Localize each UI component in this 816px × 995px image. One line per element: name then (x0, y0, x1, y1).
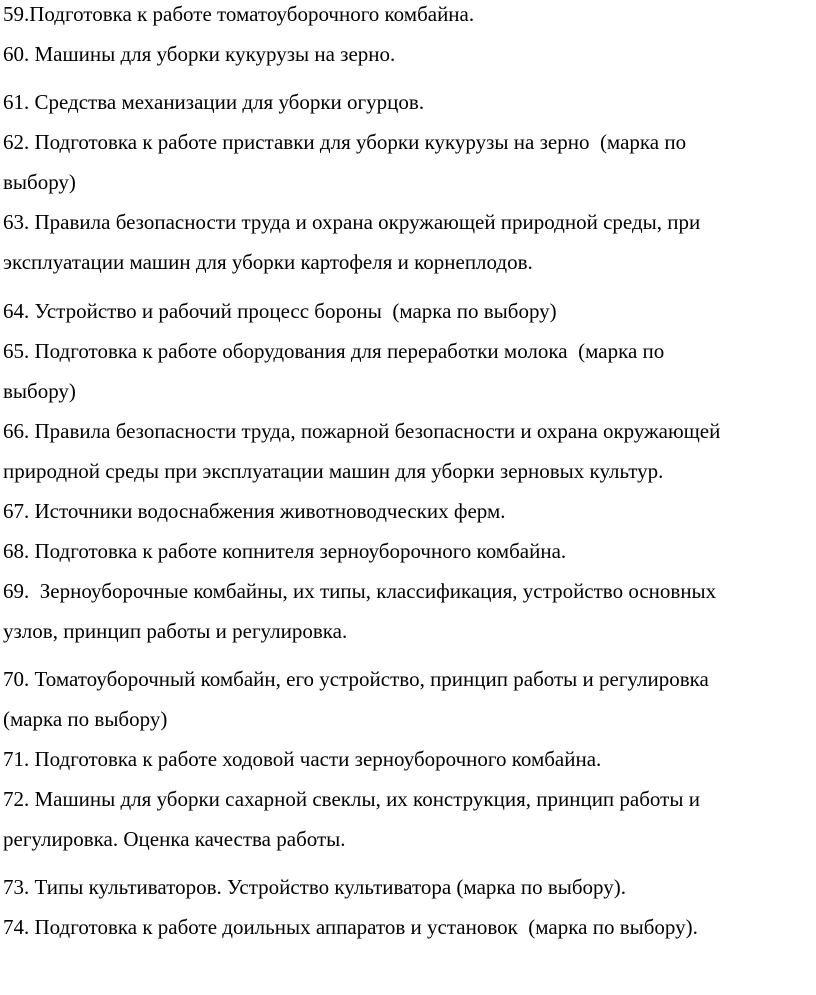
item-62-line-1: 62. Подготовка к работе приставки для уборки кукурузы на зерно (марка по (3, 130, 687, 154)
item-59-line-1: 59.Подготовка к работе томатоуборочного комбайна. (3, 2, 475, 26)
item-65-line-2: выбору) (3, 379, 76, 403)
item-70-line-2: (марка по выбору) (3, 707, 168, 731)
item-60-line-1: 60. Машины для уборки кукурузы на зерно. (3, 42, 396, 66)
item-71-line-1: 71. Подготовка к работе ходовой части зерноуборочного комбайна. (3, 747, 602, 771)
item-73-line-1: 73. Типы культиваторов. Устройство культиватора (марка по выбору). (3, 875, 627, 899)
item-66-line-2: природной среды при эксплуатации машин для уборки зерновых культур. (3, 459, 664, 483)
item-72-line-1: 72. Машины для уборки сахарной свеклы, их конструкция, принцип работы и (3, 787, 700, 811)
item-62-line-2: выбору) (3, 170, 76, 194)
item-69-line-2: узлов, принцип работы и регулировка. (3, 619, 348, 643)
item-63-line-1: 63. Правила безопасности труда и охрана окружающей природной среды, при (3, 210, 701, 234)
item-64-line-1: 64. Устройство и рабочий процесс бороны (марка по выбору) (3, 299, 557, 323)
item-66-line-1: 66. Правила безопасности труда, пожарной безопасности и охрана окружающей (3, 419, 721, 443)
item-67-line-1: 67. Источники водоснабжения животноводческих ферм. (3, 499, 506, 523)
item-72-line-2: регулировка. Оценка качества работы. (3, 827, 346, 851)
item-61-line-1: 61. Средства механизации для уборки огурцов. (3, 90, 425, 114)
item-63-line-2: эксплуатации машин для уборки картофеля и корнеплодов. (3, 250, 533, 274)
item-68-line-1: 68. Подготовка к работе копнителя зерноуборочного комбайна. (3, 539, 567, 563)
item-74-line-1: 74. Подготовка к работе доильных аппаратов и установок (марка по выбору). (3, 915, 698, 939)
item-65-line-1: 65. Подготовка к работе оборудования для переработки молока (марка по (3, 339, 665, 363)
item-69-line-1: 69. Зерноуборочные комбайны, их типы, классификация, устройство основных (3, 579, 717, 603)
item-70-line-1: 70. Томатоуборочный комбайн, его устройство, принцип работы и регулировка (3, 667, 709, 691)
